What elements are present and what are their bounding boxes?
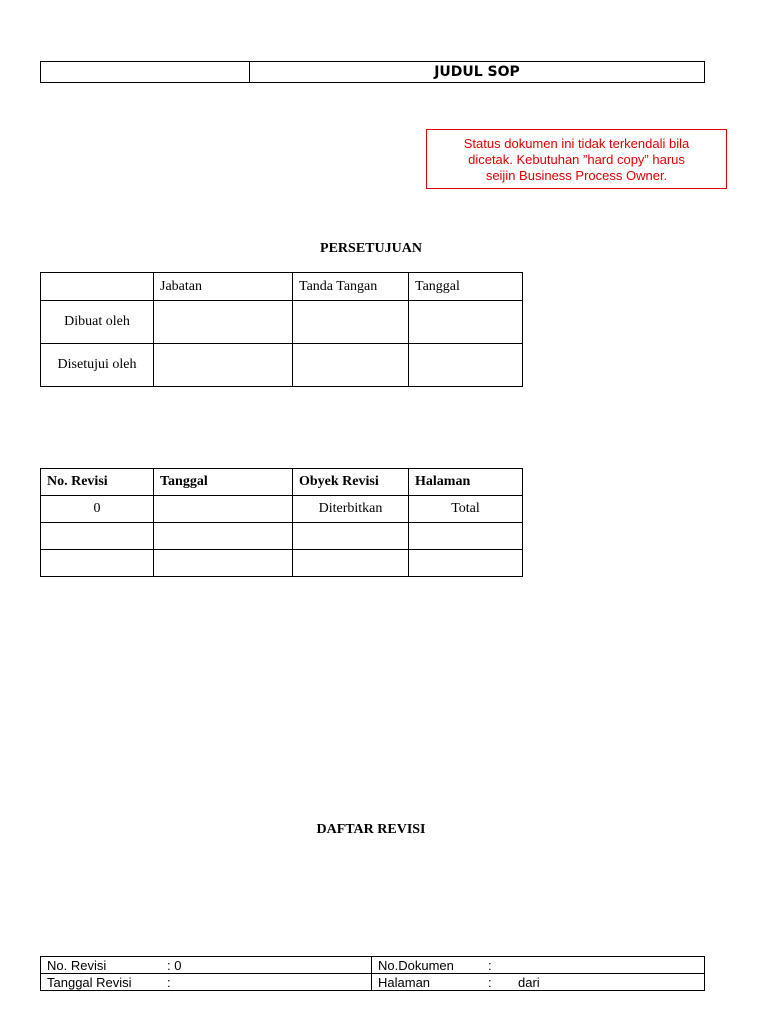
revision-row [41, 496, 523, 523]
approval-header-jabatan: Jabatan [154, 273, 293, 301]
footer-row-2 [41, 974, 705, 991]
approval-cell-tanggal [409, 301, 523, 344]
notice-line-2: dicetak. Kebutuhan ”hard copy” harus [468, 152, 685, 167]
revision-cell-halaman: Total [409, 496, 523, 523]
approval-header-empty [41, 273, 154, 301]
approval-section-title: PERSETUJUAN [320, 241, 422, 256]
approval-header-tanda-tangan: Tanda Tangan [293, 273, 409, 301]
footer-halaman-dari: dari [518, 974, 540, 990]
revision-row [41, 550, 523, 577]
revision-cell-no [41, 523, 154, 550]
revision-cell-tanggal [154, 523, 293, 550]
revision-row [41, 523, 523, 550]
revision-cell-no [41, 550, 154, 577]
approval-table [40, 272, 523, 387]
approval-header-tanggal: Tanggal [409, 273, 523, 301]
footer-no-dokumen-value: : [488, 957, 492, 973]
approval-cell-tanda-tangan [293, 344, 409, 387]
approval-header-row [41, 273, 523, 301]
footer-no-revisi-label: No. Revisi [47, 957, 107, 973]
revision-header-obyek-revisi: Obyek Revisi [293, 469, 409, 496]
notice-line-3: seijin Business Process Owner. [485, 168, 668, 183]
revision-cell-obyek [293, 550, 409, 577]
revision-table [40, 468, 523, 577]
footer-tanggal-revisi-label: Tanggal Revisi [47, 974, 132, 990]
revision-cell-halaman [409, 550, 523, 577]
footer-no-dokumen-label: No.Dokumen [378, 957, 454, 973]
footer-halaman-value: : [488, 974, 492, 990]
approval-row-disetujui [41, 344, 523, 387]
revision-cell-obyek [293, 523, 409, 550]
approval-cell-tanda-tangan [293, 301, 409, 344]
revision-header-no-revisi: No. Revisi [41, 469, 154, 496]
footer-no-dokumen [372, 957, 705, 974]
approval-row-dibuat [41, 301, 523, 344]
revision-header-halaman: Halaman [409, 469, 523, 496]
revision-header-row [41, 469, 523, 496]
footer-no-revisi [41, 957, 372, 974]
footer-no-revisi-value: : 0 [167, 957, 182, 973]
approval-cell-jabatan [154, 344, 293, 387]
revision-cell-obyek: Diterbitkan [293, 496, 409, 523]
revision-cell-tanggal [154, 496, 293, 523]
footer-halaman-label: Halaman [378, 974, 431, 990]
approval-cell-tanggal [409, 344, 523, 387]
approval-row-label: Dibuat oleh [41, 301, 154, 344]
footer-row-1 [41, 957, 705, 974]
revision-cell-no: 0 [41, 496, 154, 523]
footer-tanggal-revisi-value: : [167, 974, 171, 990]
footer-halaman [372, 974, 705, 991]
header-logo-cell [41, 62, 250, 83]
footer-table [40, 956, 705, 991]
document-title: JUDUL SOP [250, 62, 705, 83]
uncontrolled-copy-notice [426, 129, 727, 189]
revision-cell-halaman [409, 523, 523, 550]
revision-list-title: DAFTAR REVISI [316, 822, 426, 837]
revision-header-tanggal: Tanggal [154, 469, 293, 496]
revision-cell-tanggal [154, 550, 293, 577]
approval-row-label: Disetujui oleh [41, 344, 154, 387]
header-table [40, 61, 705, 83]
approval-cell-jabatan [154, 301, 293, 344]
notice-line-1: Status dokumen ini tidak terkendali bila [463, 136, 690, 151]
footer-tanggal-revisi [41, 974, 372, 991]
